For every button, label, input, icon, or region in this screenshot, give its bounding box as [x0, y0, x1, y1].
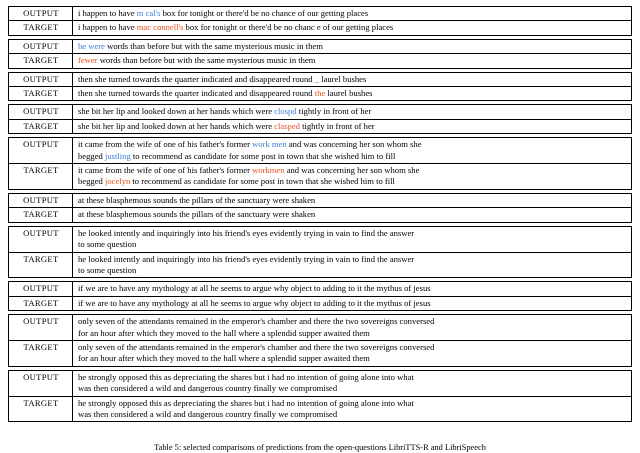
- highlighted-token: he were: [78, 40, 105, 51]
- transcript-line: begged jocelyn to recommend as candidate for some post in town that she wished him to fill: [78, 176, 395, 187]
- highlighted-token: _: [314, 73, 320, 84]
- table-row: [9, 315, 632, 341]
- transcript-line: she bit her lip and looked down at her hands which were clospd tightly in front of her: [78, 106, 372, 117]
- highlighted-token: fewer: [78, 55, 98, 66]
- transcript-line: i happen to have mac connell's box for tonight or there'd be no chanc e of our getting places: [78, 22, 394, 33]
- row-label-target: TARGET: [9, 296, 73, 310]
- row-label-output: OUTPUT: [9, 226, 73, 252]
- transcript-line: to some question: [78, 264, 137, 275]
- output-text: [73, 138, 632, 164]
- table-row: [9, 193, 632, 207]
- transcript-line: it came from the wife of one of his father's former workmen and was concerning her son whom she: [78, 165, 420, 176]
- target-text: [73, 21, 632, 35]
- output-text: [73, 105, 632, 119]
- target-text: [73, 119, 632, 133]
- table-row: [9, 252, 632, 278]
- row-label-output: OUTPUT: [9, 315, 73, 341]
- table-row: [9, 21, 632, 35]
- highlighted-token: the: [314, 88, 326, 99]
- table-row: [9, 296, 632, 310]
- row-label-output: OUTPUT: [9, 72, 73, 86]
- highlighted-token: clospd: [274, 106, 297, 117]
- highlighted-token: clasped: [274, 120, 300, 131]
- target-text: [73, 54, 632, 68]
- output-text: [73, 39, 632, 53]
- transcript-line: for an hour after which they moved to the hall where a splendid supper awaited them: [78, 353, 370, 364]
- table-row: [9, 7, 632, 21]
- transcript-line: only seven of the attendants remained in the emperor's chamber and there the two sovereigns conversed: [78, 316, 435, 327]
- transcript-line: he looked intently and inquiringly into his friend's eyes evidently trying in vain to find the answer: [78, 253, 415, 264]
- target-text: [73, 87, 632, 101]
- figure-caption: Table 5: selected comparisons of predictions from the open-questions LibriTTS-R and LibriSpeech: [154, 443, 486, 452]
- row-label-output: OUTPUT: [9, 39, 73, 53]
- output-text: [73, 370, 632, 396]
- table-row: [9, 396, 632, 422]
- transcript-line: for an hour after which they moved to the hall where a splendid supper awaited them: [78, 327, 370, 338]
- transcript-line: he looked intently and inquiringly into his friend's eyes evidently trying in vain to find the answer: [78, 227, 415, 238]
- table-row: [9, 54, 632, 68]
- target-text: [73, 252, 632, 278]
- transcript-line: if we are to have any mythology at all he seems to argue why object to adding to it the mythus of jesus: [78, 297, 431, 308]
- row-label-output: OUTPUT: [9, 7, 73, 21]
- row-label-target: TARGET: [9, 252, 73, 278]
- table-row: [9, 340, 632, 366]
- transcript-line: it came from the wife of one of his father's former work men and was concerning her son whom she: [78, 139, 422, 150]
- table-row: [9, 119, 632, 133]
- transcript-line: she bit her lip and looked down at her hands which were clasped tightly in front of her: [78, 120, 375, 131]
- target-text: [73, 164, 632, 190]
- row-label-target: TARGET: [9, 396, 73, 422]
- highlighted-token: jocelyn: [104, 176, 131, 187]
- highlighted-token: workmen: [252, 165, 285, 176]
- transcript-line: to some question: [78, 239, 137, 250]
- row-label-output: OUTPUT: [9, 282, 73, 296]
- table-row: [9, 208, 632, 222]
- output-text: [73, 72, 632, 86]
- row-label-output: OUTPUT: [9, 105, 73, 119]
- table-row: [9, 226, 632, 252]
- row-label-target: TARGET: [9, 21, 73, 35]
- table-row: [9, 138, 632, 164]
- target-text: [73, 340, 632, 366]
- transcript-line: he were words than before but with the same mysterious music in them: [78, 40, 323, 51]
- row-label-output: OUTPUT: [9, 193, 73, 207]
- transcript-line: then she turned towards the quarter indicated and disappeared round the laurel bushes: [78, 88, 373, 99]
- comparison-table: [8, 6, 632, 422]
- highlighted-token: mac connell's: [136, 22, 184, 33]
- table-row: [9, 282, 632, 296]
- transcript-line: was then considered a wild and dangerous country finally we compromised: [78, 383, 338, 394]
- table-row: [9, 72, 632, 86]
- row-label-target: TARGET: [9, 54, 73, 68]
- transcript-line: he strongly opposed this as depreciating the shares but i had no intention of going alone into what: [78, 397, 414, 408]
- highlighted-token: justling: [104, 150, 131, 161]
- output-text: [73, 7, 632, 21]
- table-row: [9, 105, 632, 119]
- transcript-line: then she turned towards the quarter indicated and disappeared round _ laurel bushes: [78, 73, 367, 84]
- highlighted-token: work men: [252, 139, 287, 150]
- target-text: [73, 396, 632, 422]
- target-text: [73, 208, 632, 222]
- row-label-target: TARGET: [9, 87, 73, 101]
- row-label-target: TARGET: [9, 164, 73, 190]
- table-row: [9, 39, 632, 53]
- transcript-line: i happen to have m cal's box for tonight or there'd be no chance of our getting places: [78, 8, 369, 18]
- row-label-output: OUTPUT: [9, 138, 73, 164]
- transcript-line: begged justling to recommend as candidate for some post in town that she wished him to fill: [78, 150, 396, 161]
- row-label-output: OUTPUT: [9, 370, 73, 396]
- transcript-line: was then considered a wild and dangerous country finally we compromised: [78, 408, 338, 419]
- table-row: [9, 87, 632, 101]
- output-text: [73, 226, 632, 252]
- transcript-line: at these blasphemous sounds the pillars of the sanctuary were shaken: [78, 194, 316, 205]
- output-text: [73, 282, 632, 296]
- output-text: [73, 315, 632, 341]
- table-row: [9, 164, 632, 190]
- target-text: [73, 296, 632, 310]
- transcript-line: only seven of the attendants remained in the emperor's chamber and there the two sovereigns conversed: [78, 341, 435, 352]
- row-label-target: TARGET: [9, 340, 73, 366]
- table-row: [9, 370, 632, 396]
- highlighted-token: m cal's: [136, 8, 161, 18]
- transcript-line: he strongly opposed this as depreciating the shares but i had no intention of going alone into what: [78, 371, 414, 382]
- transcript-line: fewer words than before but with the same mysterious music in them: [78, 55, 316, 66]
- output-text: [73, 193, 632, 207]
- transcript-line: if we are to have any mythology at all he seems to argue why object to adding to it the mythus of jesus: [78, 283, 431, 294]
- row-label-target: TARGET: [9, 119, 73, 133]
- row-label-target: TARGET: [9, 208, 73, 222]
- transcript-line: at these blasphemous sounds the pillars of the sanctuary were shaken: [78, 209, 316, 220]
